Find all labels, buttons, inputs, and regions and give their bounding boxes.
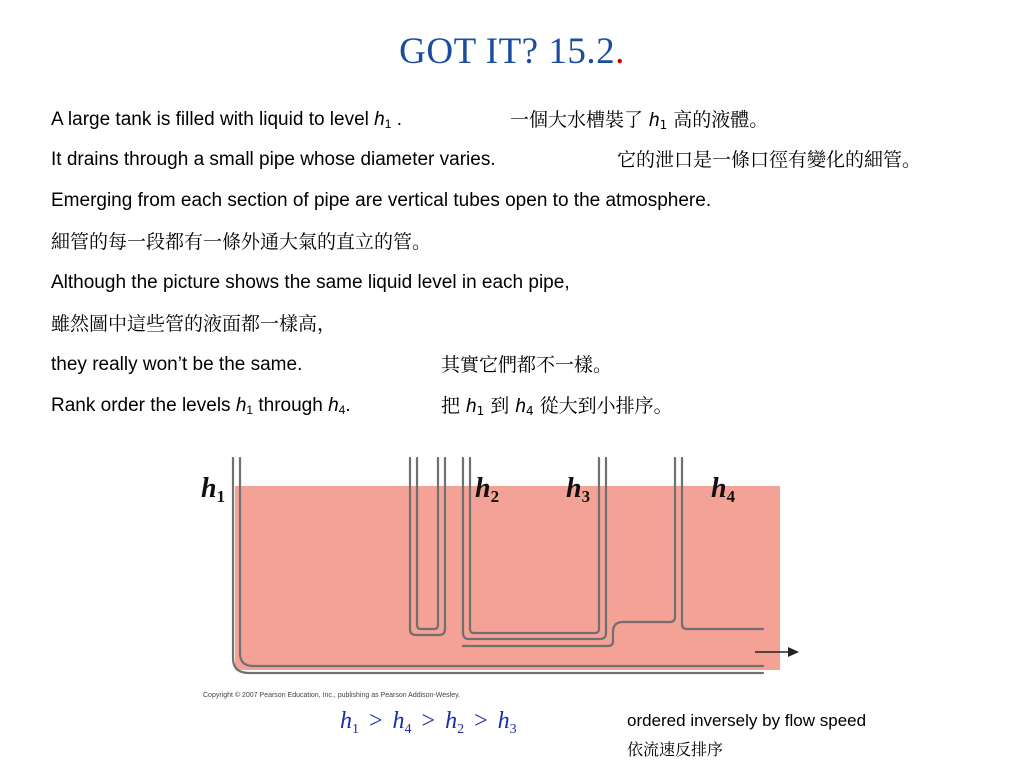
- line-2-en: It drains through a small pipe whose diameter varies.: [51, 149, 496, 170]
- line-1-en: A large tank is filled with liquid to level $h_1$ .: [51, 109, 402, 131]
- note-en: ordered inversely by flow speed: [627, 711, 867, 730]
- line-5-en: Although the picture shows the same liquid level in each pipe,: [51, 272, 570, 293]
- label-h4: h4: [711, 473, 736, 506]
- slide-title: GOT IT? 15.2.: [399, 31, 625, 72]
- line-6-zh: 雖然圖中這些管的液面都一樣高，: [51, 313, 337, 335]
- note-zh: 依流速反排序: [627, 740, 724, 759]
- line-7-zh: 其實它們都不一樣。: [441, 354, 613, 376]
- tank-pipe-diagram: [195, 455, 810, 695]
- answer-ranking: $h_1 > h_4 > h_2 > h_3$: [340, 708, 517, 737]
- label-h2: h2: [475, 473, 500, 506]
- line-4-zh: 細管的每一段都有一條外通大氣的直立的管。: [51, 231, 432, 253]
- line-3-en: Emerging from each section of pipe are vertical tubes open to the atmosphere.: [51, 190, 712, 211]
- liquid-fill: [235, 486, 780, 670]
- label-h3: h3: [566, 473, 591, 506]
- line-1-zh: 一個大水槽裝了 $h_1$ 高的液體。: [510, 109, 769, 132]
- line-2-zh: 它的泄口是一條口徑有變化的細管。: [617, 149, 922, 171]
- line-7-en: they really won’t be the same.: [51, 354, 303, 375]
- label-h1: h1: [201, 473, 226, 506]
- line-8-en: Rank order the levels $h_1$ through $h_4$.: [51, 395, 351, 417]
- copyright-notice: Copyright © 2007 Pearson Education, Inc., publishing as Pearson Addison-Wesley.: [203, 692, 461, 699]
- title-dot: .: [615, 31, 625, 72]
- line-8-zh: 把 $h_1$ 到 $h_4$ 從大到小排序。: [441, 395, 673, 418]
